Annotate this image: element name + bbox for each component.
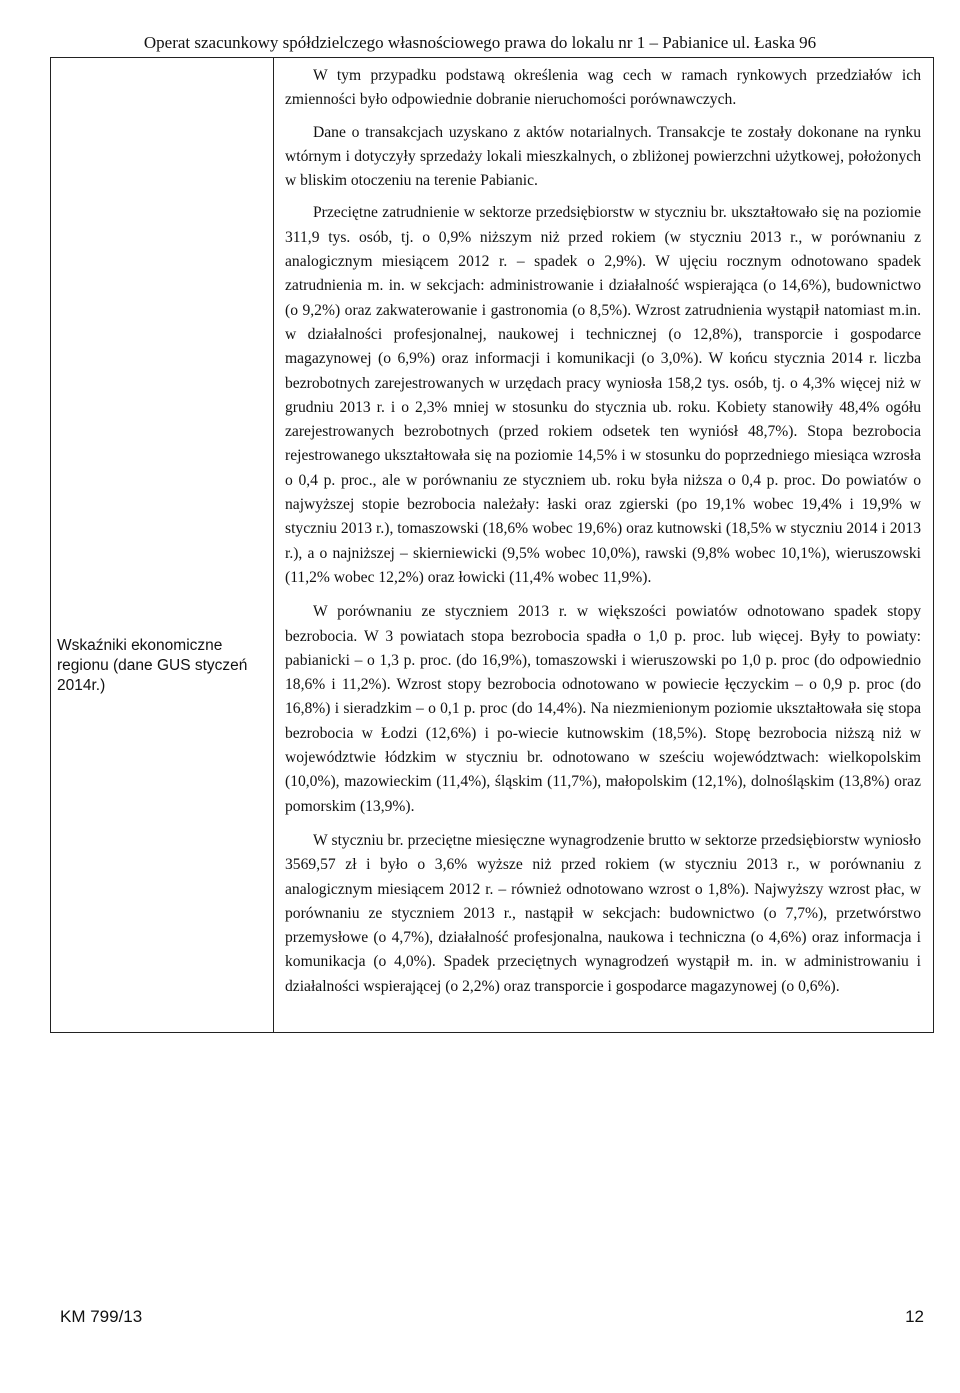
- paragraph-unemployment: W porównaniu ze styczniem 2013 r. w większości powiatów odnotowano spadek stopy bezrobocia. W 3 powiatach stopa bezrobocia spadła o 1,0 p. proc. lub więcej. Były to powiaty: pabianicki – o 1,3 p. proc. (do 16,9%), tomaszowski i wieruszowski po 1,0 p. proc (do odpowiednio 18,6% i 11,2%). Wzrost stopy bezrobocia odnotowano w powiecie łęczyckim – o 0,9 p. proc (do 16,8%) i sieradzkim – o 0,1 p. proc (do 14,4%). Na niezmienionym poziomie ukształtowała się stopa bezrobocia w Łodzi (12,6%) i po-wiecie kutnowskim (18,5%). Stopę bezrobocia niższą niż w województwie łódzkim w styczniu br. odnotowano w sześciu województwach: wielkopolskim (10,0%), mazowieckim (11,4%), śląskim (11,7%), małopolskim (12,1%), dolnośląskim (13,8%) oraz pomorskim (13,9%).: [285, 603, 921, 815]
- content-table: [50, 57, 934, 1033]
- section-label: Wskaźniki ekonomiczne regionu (dane GUS styczeń 2014r.): [57, 637, 248, 694]
- page-number: 12: [905, 1307, 924, 1326]
- paragraph-wages: W styczniu br. przeciętne miesięczne wynagrodzenie brutto w sektorze przedsiębiorstw wyniosło 3569,57 zł i było o 3,6% wyższe niż przed rokiem (w styczniu 2013 r., w porównaniu z analogicznym miesiącem 2012 r. – również odnotowano wzrost o 1,8%). Najwyższy wzrost płac, w porównaniu ze styczniem 2013 r., nastąpił w sekcjach: budownictwo (o 7,7%), przetwórstwo przemysłowe (o 4,7%), działalność profesjonalna, naukowa i techniczna (o 4,6%) oraz informacja i komunikacja (o 4,0%). Spadek przeciętnych wynagrodzeń wystąpił m. in. w administrowaniu i działalności wspierającej (o 2,2%) oraz transporcie i gospodarce magazynowej (o 0,6%).: [285, 831, 921, 995]
- document-number: KM 799/13: [60, 1307, 143, 1326]
- page-header: Operat szacunkowy spółdzielczego własnościowego prawa do lokalu nr 1 – Pabianice ul. Łaska 96: [143, 33, 817, 52]
- column-divider: [273, 58, 274, 1032]
- paragraph-employment: Przeciętne zatrudnienie w sektorze przedsiębiorstw w styczniu br. ukształtowało się na poziomie 311,9 tys. osób, tj. o 0,9% niższym niż przed rokiem (w styczniu 2013 r., w porównaniu z analogicznym miesiącem 2012 r. – spadek o 2,9%). W ujęciu rocznym odnotowano spadek zatrudnienia m. in. w sekcjach: administrowanie i działalność wspierająca (o 14,6%), budownictwo (o 9,2%) oraz zakwaterowanie i gastronomia (o 8,5%). Wzrost zatrudnienia wystąpił natomiast m.in. w działalności profesjonalnej, naukowej i technicznej (o 12,8%), transporcie i gospodarce magazynowej (o 6,9%) oraz informacji i komunikacji (o 3,0%). W końcu stycznia 2014 r. liczba bezrobotnych zarejestrowanych w urzędach pracy wyniosła 158,2 tys. osób, tj. o 4,3% więcej niż w grudniu 2013 r. i o 2,3% mniej w stosunku do stycznia ub. roku. Kobiety stanowiły 48,4% ogółu zarejestrowanych bezrobotnych (przed rokiem odsetek ten wyniósł 48,7%). Stopa bezrobocia rejestrowanego ukształtowała się na poziomie 14,5% i w stosunku do poprzedniego miesiąca wzrosła o 0,4 p. proc., ale w porównaniu ze styczniem ub. roku była niższa o 0,4 p. proc. Do powiatów o najwyższej stopie bezrobocia należały: łaski oraz zgierski (po 19,1% wobec 19,4% i 19,9% w styczniu 2013 r.), tomaszowski (18,6% wobec 19,6%) oraz kutnowski (18,5% w styczniu 2014 i 2013 r.), a o najniższej – skierniewicki (9,5% wobec 10,0%), rawski (9,8% wobec 10,1%), wieruszowski (11,2% wobec 12,2%) oraz łowicki (11,4% wobec 11,9%).: [285, 204, 921, 586]
- section-content: [285, 64, 921, 1009]
- paragraph-weights: W tym przypadku podstawą określenia wag cech w ramach rynkowych przedziałów ich zmienności było odpowiednie dobranie nieruchomości porównawczych.: [285, 67, 921, 109]
- paragraph-transactions: Dane o transakcjach uzyskano z aktów notarialnych. Transakcje te zostały dokonane na rynku wtórnym i dotyczyły sprzedaży lokali mieszkalnych, o zbliżonej powierzchni użytkowej, położonych w bliskim otoczeniu na terenie Pabianic.: [285, 123, 921, 190]
